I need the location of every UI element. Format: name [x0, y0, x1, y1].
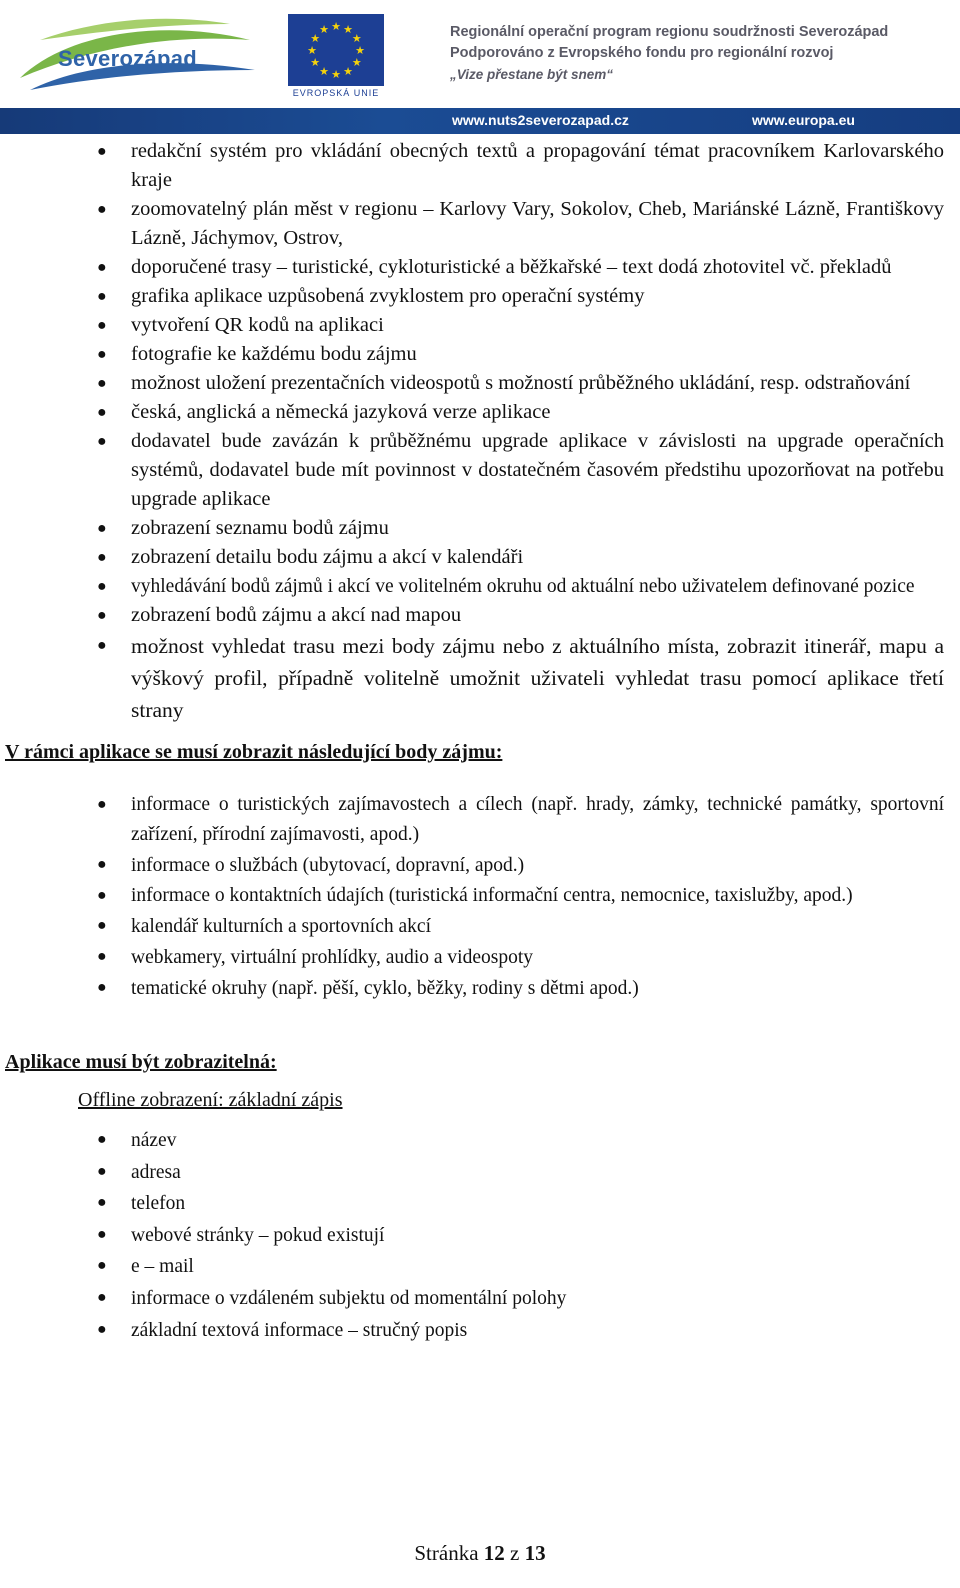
- banner-program-text: [450, 22, 888, 85]
- bullet-icon: ●: [97, 143, 107, 160]
- bullet-icon: ●: [97, 917, 107, 934]
- list-item: ● zobrazení bodů zájmu a akcí nad mapou: [0, 601, 960, 630]
- eu-star-icon: ★: [343, 65, 353, 78]
- list-item: ● informace o turistických zajímavostech a cílech (např. hrady, zámky, technické památky, sportovní zařízení, přírodní zajímavosti, apod.): [0, 790, 960, 850]
- europa-url-link[interactable]: www.europa.eu: [752, 112, 855, 128]
- bullet-icon: ●: [97, 433, 107, 450]
- section-heading-points-of-interest: V rámci aplikace se musí zobrazit následující body zájmu:: [5, 741, 503, 763]
- list-item: ● informace o službách (ubytovací, dopravní, apod.): [0, 850, 960, 881]
- banner-url-strip: [0, 108, 960, 134]
- bullet-icon: ●: [97, 948, 107, 965]
- list-item: ● webkamery, virtuální prohlídky, audio a videospoty: [0, 942, 960, 973]
- list-item: ● název: [0, 1125, 960, 1157]
- eu-star-icon: ★: [351, 33, 362, 45]
- list-item: ● doporučené trasy – turistické, cykloturistické a běžkařské – text dodá zhotovitel vč. překladů: [0, 253, 960, 282]
- bullet-icon: ●: [97, 520, 107, 537]
- total-pages: 13: [524, 1541, 546, 1565]
- list-item: ● česká, anglická a německá jazyková verze aplikace: [0, 398, 960, 427]
- eu-star-icon: ★: [355, 45, 365, 57]
- list-item: ● grafika aplikace uzpůsobená zvyklostem pro operační systémy: [0, 282, 960, 311]
- bullet-icon: ●: [97, 856, 107, 873]
- bullet-icon: ●: [97, 1162, 107, 1180]
- eu-star-icon: ★: [310, 33, 321, 45]
- eu-star-icon: ★: [351, 57, 362, 69]
- bullet-icon: ●: [97, 259, 107, 276]
- list-item: ● adresa: [0, 1157, 960, 1189]
- requirements-list: [0, 137, 960, 726]
- page-number-footer: Stránka 12 z 13: [414, 1541, 546, 1565]
- list-item: ● webové stránky – pokud existují: [0, 1220, 960, 1252]
- bullet-icon: ●: [97, 979, 107, 996]
- bullet-icon: ●: [97, 1257, 107, 1275]
- list-item: ● informace o kontaktních údajích (turistická informační centra, nemocnice, taxislužby, apod.): [0, 881, 960, 911]
- offline-display-subheading: Offline zobrazení: základní zápis: [78, 1089, 343, 1111]
- logo-text: Severozápad: [58, 46, 198, 71]
- bullet-icon: ●: [97, 887, 107, 904]
- list-item: ● možnost uložení prezentačních videospotů s možností průběžného ukládání, resp. odstraňování: [0, 369, 960, 398]
- bullet-icon: ●: [97, 578, 107, 595]
- eu-star-icon: ★: [331, 69, 341, 81]
- bullet-icon: ●: [97, 637, 107, 654]
- eu-caption: EVROPSKÁ UNIE: [292, 88, 380, 98]
- bullet-icon: ●: [97, 346, 107, 363]
- points-of-interest-list: [0, 790, 960, 1004]
- bullet-icon: ●: [97, 375, 107, 392]
- list-item: ● základní textová informace – stručný popis: [0, 1315, 960, 1347]
- severozapad-logo: [0, 0, 268, 108]
- bullet-icon: ●: [97, 796, 107, 813]
- offline-fields-list: [0, 1125, 960, 1346]
- banner-line-2: Podporováno z Evropského fondu pro regionální rozvoj: [450, 45, 834, 61]
- bullet-icon: ●: [97, 1194, 107, 1212]
- document-body: [0, 136, 960, 1346]
- list-item: ● telefon: [0, 1188, 960, 1220]
- bullet-icon: ●: [97, 404, 107, 421]
- list-item: ● vyhledávání bodů zájmů i akcí ve volitelném okruhu od aktuální nebo uživatelem definované pozice: [0, 572, 960, 601]
- list-item: ● redakční systém pro vkládání obecných textů a propagování témat pracovníkem Karlovarského kraje: [0, 137, 960, 195]
- header-banner: [0, 0, 960, 135]
- banner-line-3: „Vize přestane být snem“: [450, 67, 614, 82]
- list-item: ● možnost vyhledat trasu mezi body zájmu nebo z aktuálního místa, zobrazit itinerář, mapu a výškový profil, případně volitelně umožnit uživateli vyhledat trasu pomocí aplikace třetí strany: [0, 630, 960, 726]
- list-item: ● zoomovatelný plán měst v regionu – Karlovy Vary, Sokolov, Cheb, Mariánské Lázně, Františkovy Lázně, Jáchymov, Ostrov,: [0, 195, 960, 253]
- section-heading-display: Aplikace musí být zobrazitelná:: [5, 1051, 277, 1073]
- eu-star-icon: ★: [319, 65, 329, 78]
- eu-star-icon: ★: [319, 24, 329, 37]
- banner-line-1: Regionální operační program regionu soudržnosti Severozápad: [450, 24, 889, 40]
- list-item: ● e – mail: [0, 1251, 960, 1283]
- list-item: ● dodavatel bude zavázán k průběžnému upgrade aplikace v závislosti na upgrade operačních systémů, dodavatel bude mít povinnost v dostatečném časovém předstihu upozorňovat na potřebu upgrade aplikace: [0, 427, 960, 514]
- eu-flag-icon: [288, 14, 384, 86]
- eu-star-icon: ★: [310, 57, 321, 69]
- list-item: ● kalendář kulturních a sportovních akcí: [0, 911, 960, 942]
- list-item: ● vytvoření QR kodů na aplikaci: [0, 311, 960, 340]
- bullet-icon: ●: [97, 1320, 107, 1338]
- list-item: ● informace o vzdáleném subjektu od momentální polohy: [0, 1283, 960, 1315]
- bullet-icon: ●: [97, 1225, 107, 1243]
- bullet-icon: ●: [97, 1288, 107, 1306]
- bullet-icon: ●: [97, 288, 107, 305]
- eu-star-icon: ★: [343, 24, 353, 37]
- bullet-icon: ●: [97, 1131, 107, 1148]
- current-page: 12: [483, 1541, 505, 1565]
- bullet-icon: ●: [97, 317, 107, 334]
- list-item: ● zobrazení seznamu bodů zájmu: [0, 514, 960, 543]
- list-item: ● zobrazení detailu bodu zájmu a akcí v kalendáři: [0, 543, 960, 572]
- nuts2-url-link[interactable]: www.nuts2severozapad.cz: [452, 112, 629, 128]
- bullet-icon: ●: [97, 201, 107, 218]
- bullet-icon: ●: [97, 549, 107, 566]
- eu-star-icon: ★: [307, 45, 317, 57]
- list-item: ● tematické okruhy (např. pěší, cyklo, běžky, rodiny s dětmi apod.): [0, 973, 960, 1004]
- bullet-icon: ●: [97, 607, 107, 624]
- list-item: ● fotografie ke každému bodu zájmu: [0, 340, 960, 369]
- eu-star-icon: ★: [331, 21, 341, 33]
